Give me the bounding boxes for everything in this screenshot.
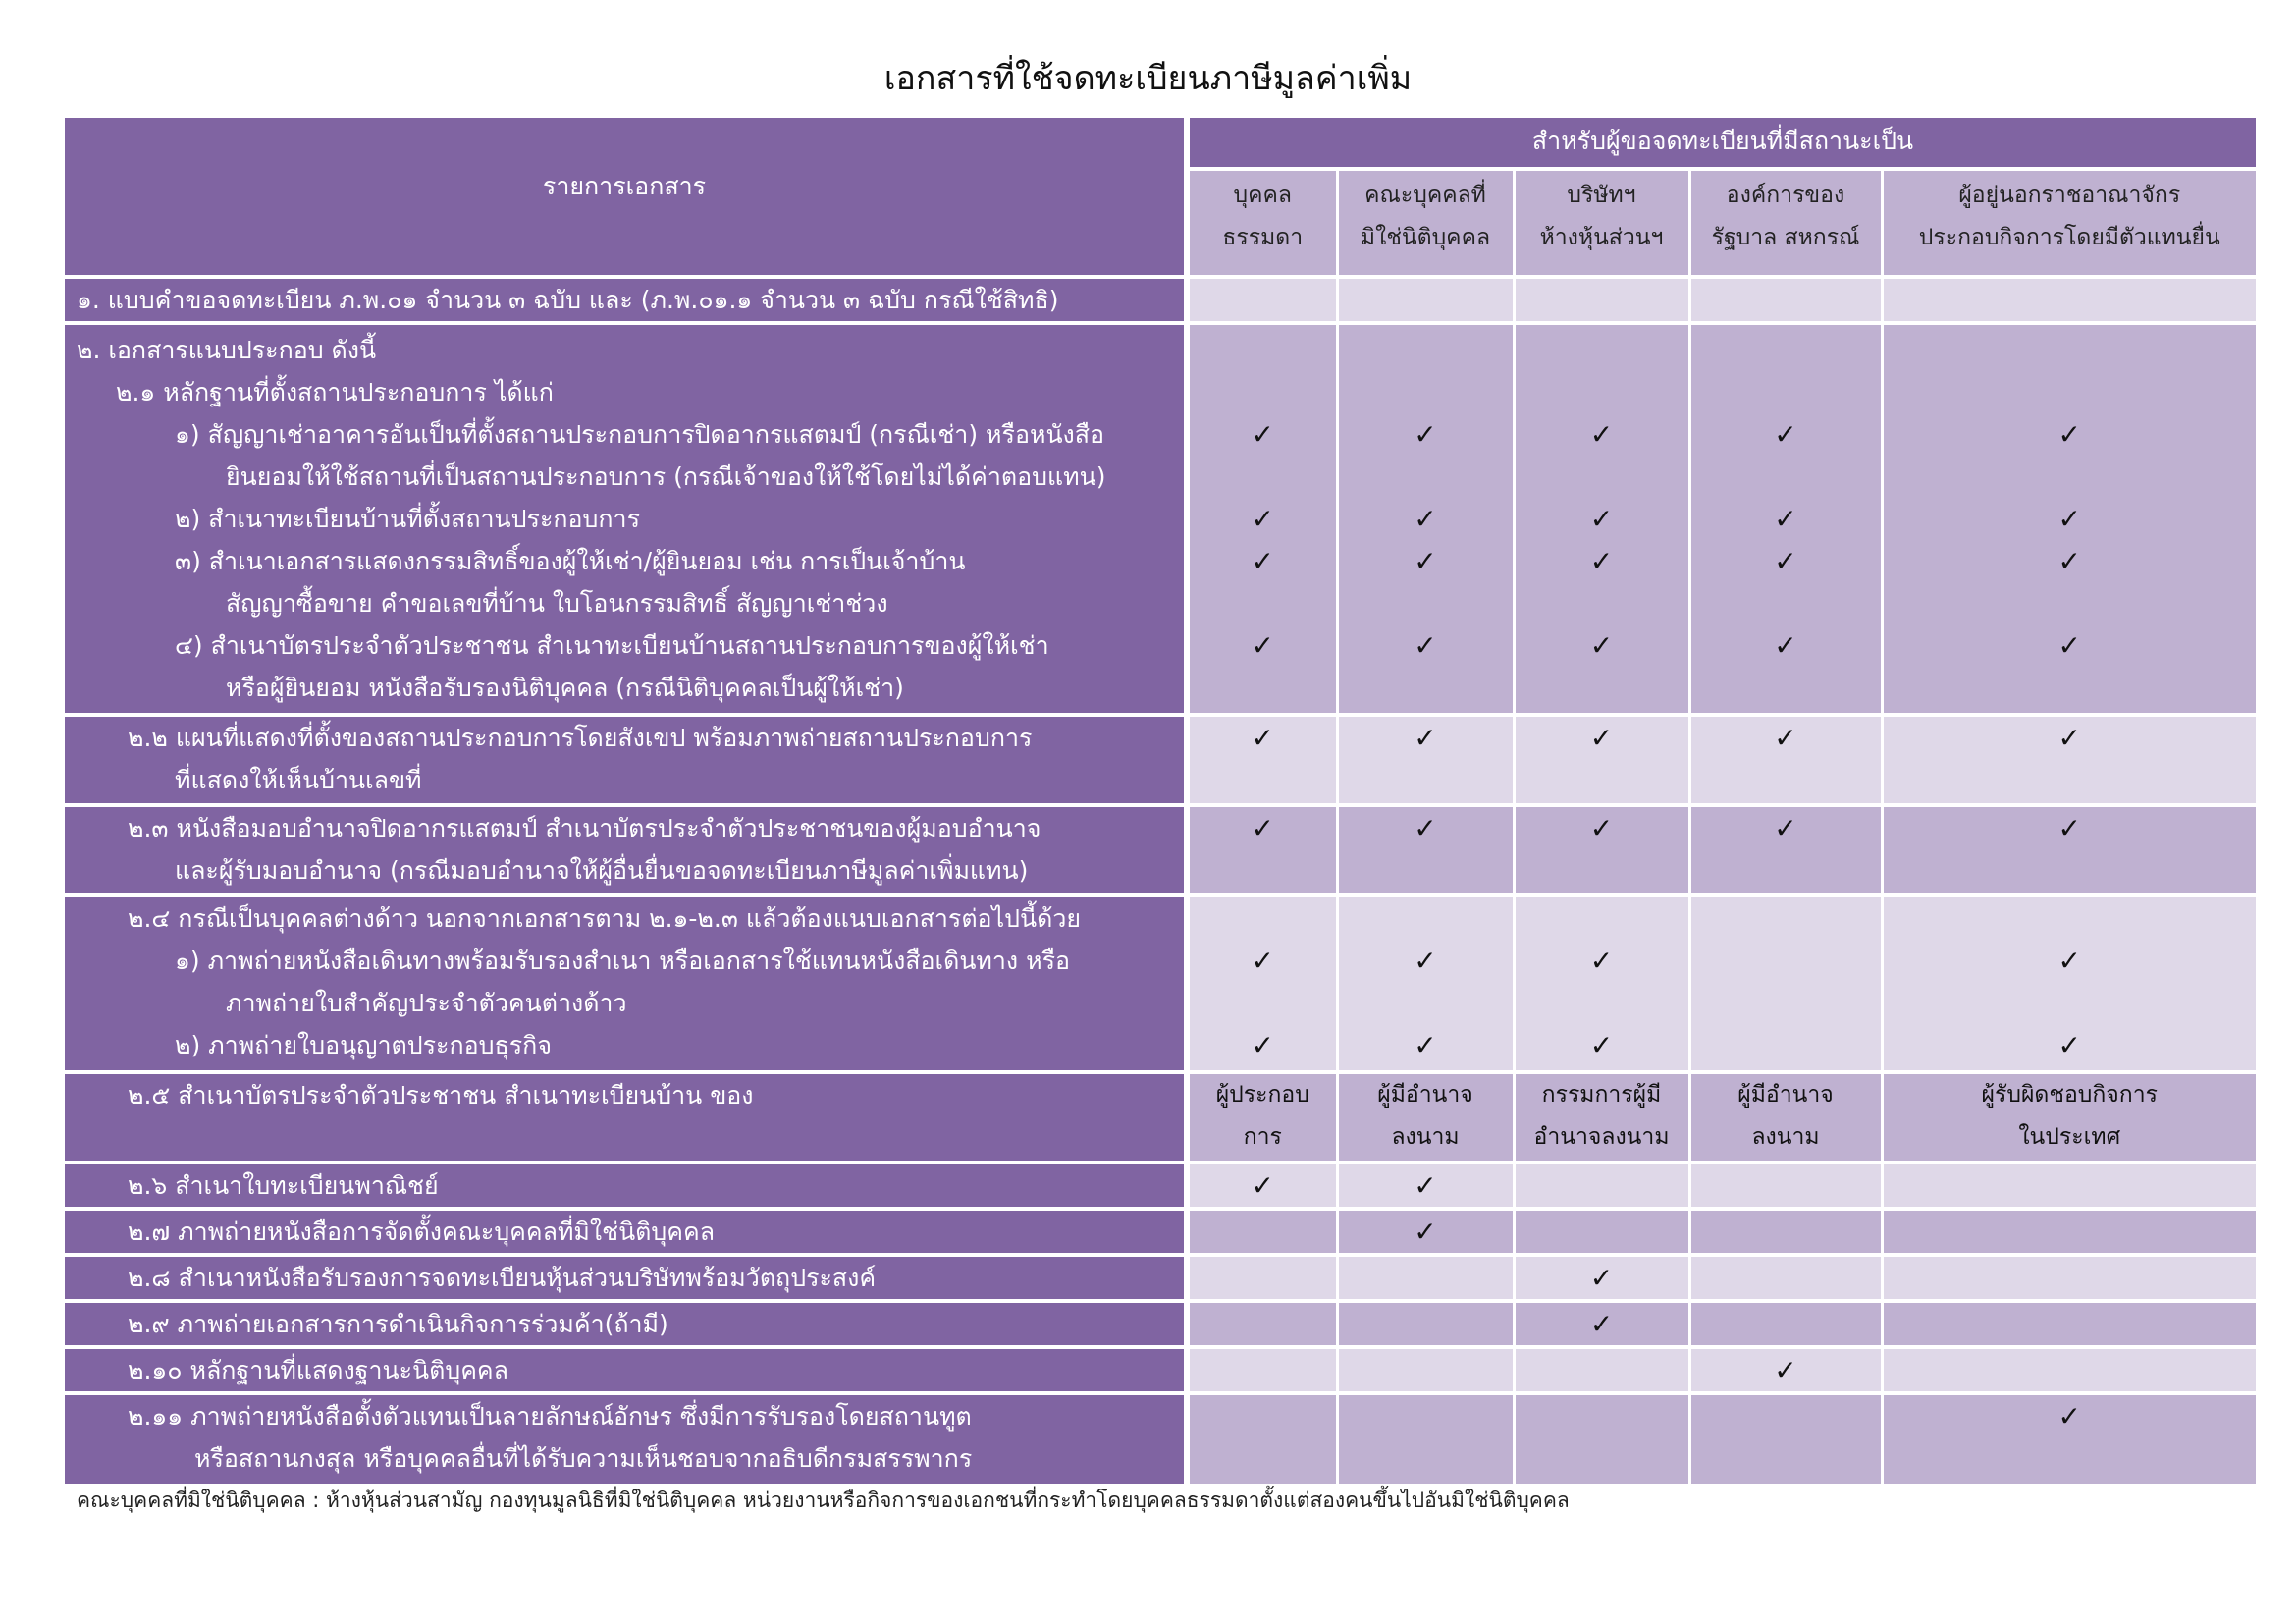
check-mark: ✓ (1414, 503, 1437, 535)
check-mark: ✓ (1589, 1262, 1614, 1294)
check-mark: ✓ (1251, 418, 1274, 451)
check-mark: ✓ (1774, 1354, 1797, 1386)
check-mark: ✓ (1251, 629, 1274, 662)
check-mark: ✓ (1589, 722, 1614, 754)
check-mark: ✓ (1774, 812, 1797, 844)
check-mark: ✓ (1589, 1308, 1614, 1340)
row-label: ๒.๑๐ หลักฐานที่แสดงฐานะนิติบุคคล (65, 1347, 1187, 1393)
check-mark: ✓ (2057, 503, 2081, 535)
row-label: ๑. แบบคำขอจดทะเบียน ภ.พ.๐๑ จำนวน ๓ ฉบับ และ (ภ.พ.๐๑.๑ จำนวน ๓ ฉบับ กรณีใช้สิทธิ) (65, 277, 1187, 323)
check-mark: ✓ (1251, 545, 1274, 577)
table-row (65, 1301, 2256, 1347)
check-mark: ✓ (1414, 418, 1437, 451)
col-header-individual: บุคคล ธรรมดา (1187, 169, 1337, 277)
check-mark: ✓ (1414, 945, 1437, 977)
table-row: ๒.๕ สำเนาบัตรประจำตัวประชาชน สำเนาทะเบียนบ้าน ของ ผู้ประกอบ การ ผู้มีอำนาจ ลงนาม กรรมการผู้มี อำนาจลงนาม ผู้มีอำนาจ ลงนาม ผู้รับผิดชอบกิจการ ในประเทศ (65, 1072, 2256, 1163)
check-mark: ✓ (2057, 418, 2081, 451)
check-mark: ✓ (1251, 722, 1274, 754)
check-mark: ✓ (1589, 945, 1614, 977)
check-mark: ✓ (1251, 503, 1274, 535)
check-mark: ✓ (2057, 1029, 2081, 1061)
check-mark: ✓ (1251, 945, 1274, 977)
check-mark: ✓ (1774, 418, 1797, 451)
table-row (65, 805, 2256, 895)
row-label: ๒. เอกสารแนบประกอบ ดังนี้ ๒.๑ หลักฐานที่ตั้งสถานประกอบการ ได้แก่ ๑) สัญญาเช่าอาคารอันเป็นที่ตั้งสถานประกอบการปิดอากรแสตมป์ (กรณีเช่า) หรือหนังสือ ยินยอมให้ใช้สถานที่เป็นสถานประกอบการ (กรณีเจ้าของให้ใช้โดยไม่ได้ค่าตอบแทน) ๒) สำเนาทะเบียนบ้านที่ตั้งสถานประกอบการ ๓) สำเนาเอกสารแสดงกรรมสิทธิ์ของผู้ให้เช่า/ผู้ยินยอม เช่น การเป็นเจ้าบ้าน สัญญาซื้อขาย คำขอเลขที่บ้าน ใบโอนกรรมสิทธิ์ สัญญาเช่าช่วง ๔) สำเนาบัตรประจำตัวประชาชน สำเนาทะเบียนบ้านสถานประกอบการของผู้ให้เช่า หรือผู้ยินยอม หนังสือรับรองนิติบุคคล (กรณีนิติบุคคลเป็นผู้ให้เช่า) (65, 323, 1187, 715)
check-mark: ✓ (1589, 418, 1614, 451)
check-mark: ✓ (2057, 1400, 2081, 1433)
check-mark: ✓ (1251, 1169, 1274, 1202)
table-row (65, 715, 2256, 805)
row-label: ๒.๔ กรณีเป็นบุคคลต่างด้าว นอกจากเอกสารตาม ๒.๑-๒.๓ แล้วต้องแนบเอกสารต่อไปนี้ด้วย ๑) ภาพถ่ายหนังสือเดินทางพร้อมรับรองสำเนา หรือเอกสารใช้แทนหนังสือเดินทาง หรือ ภาพถ่ายใบสำคัญประจำตัวคนต่างด้าว ๒) ภาพถ่ายใบอนุญาตประกอบธุรกิจ (65, 895, 1187, 1072)
row-label: ๒.๒ แผนที่แสดงที่ตั้งของสถานประกอบการโดยสังเขป พร้อมภาพถ่ายสถานประกอบการ ที่แสดงให้เห็นบ้านเลขที่ (65, 715, 1187, 805)
check-mark: ✓ (2057, 629, 2081, 662)
check-mark: ✓ (2057, 545, 2081, 577)
check-mark: ✓ (1589, 629, 1614, 662)
check-mark: ✓ (1414, 1169, 1437, 1202)
check-mark: ✓ (1774, 629, 1797, 662)
row-label: ๒.๖ สำเนาใบทะเบียนพาณิชย์ (65, 1163, 1187, 1209)
check-mark: ✓ (1589, 1029, 1614, 1061)
check-mark: ✓ (1589, 503, 1614, 535)
check-mark: ✓ (1589, 545, 1614, 577)
table-row (65, 1209, 2256, 1255)
table-row (65, 1393, 2256, 1484)
table-row (65, 277, 2256, 323)
check-mark: ✓ (1414, 545, 1437, 577)
check-mark: ✓ (1414, 629, 1437, 662)
row-label: ๒.๕ สำเนาบัตรประจำตัวประชาชน สำเนาทะเบียนบ้าน ของ (65, 1072, 1187, 1163)
check-mark: ✓ (1414, 812, 1437, 844)
col-header-foreign: ผู้อยู่นอกราชอาณาจักร ประกอบกิจการโดยมีตัวแทนยื่น (1882, 169, 2256, 277)
check-mark: ✓ (1414, 1029, 1437, 1061)
documents-table (65, 118, 2256, 1484)
check-mark: ✓ (2057, 812, 2081, 844)
check-mark: ✓ (1414, 1216, 1437, 1248)
col-header-state-org: องค์การของ รัฐบาล สหกรณ์ (1689, 169, 1882, 277)
col-header-non-juristic-group: คณะบุคคลที่ มิใช่นิติบุคคล (1337, 169, 1514, 277)
check-mark: ✓ (1251, 812, 1274, 844)
row-label: ๒.๙ ภาพถ่ายเอกสารการดำเนินกิจการร่วมค้า(ถ้ามี) (65, 1301, 1187, 1347)
col-header-company: บริษัทฯ ห้างหุ้นส่วนฯ (1514, 169, 1689, 277)
check-mark: ✓ (1589, 812, 1614, 844)
table-row (65, 1255, 2256, 1301)
status-group-header: สำหรับผู้ขอจดทะเบียนที่มีสถานะเป็น (1531, 127, 1914, 155)
check-mark: ✓ (1774, 545, 1797, 577)
check-mark: ✓ (2057, 722, 2081, 754)
row-label: ๒.๑๑ ภาพถ่ายหนังสือตั้งตัวแทนเป็นลายลักษณ์อักษร ซึ่งมีการรับรองโดยสถานทูต หรือสถานกงสุล หรือบุคคลอื่นที่ได้รับความเห็นชอบจากอธิบดีกรมสรรพากร (65, 1393, 1187, 1484)
check-mark: ✓ (1251, 1029, 1274, 1061)
check-mark: ✓ (1774, 503, 1797, 535)
table-row (65, 895, 2256, 1072)
row-label: ๒.๓ หนังสือมอบอำนาจปิดอากรแสตมป์ สำเนาบัตรประจำตัวประชาชนของผู้มอบอำนาจ และผู้รับมอบอำนาจ (กรณีมอบอำนาจให้ผู้อื่นยื่นขอจดทะเบียนภาษีมูลค่าเพิ่มแทน) (65, 805, 1187, 895)
row-label: ๒.๘ สำเนาหนังสือรับรองการจดทะเบียนหุ้นส่วนบริษัทพร้อมวัตถุประสงค์ (65, 1255, 1187, 1301)
footnote: คณะบุคคลที่มิใช่นิติบุคคล : ห้างหุ้นส่วนสามัญ กองทุนมูลนิธิที่มิใช่นิติบุคคล หน่วยงานหรือกิจการของเอกชนที่กระทำโดยบุคคลธรรมดาตั้งแต่สองคนขึ้นไปอันมิใช่นิติบุคคล (77, 1489, 1570, 1512)
table-row (65, 1347, 2256, 1393)
page-title: เอกสารที่ใช้จดทะเบียนภาษีมูลค่าเพิ่ม (883, 59, 1413, 98)
check-mark: ✓ (1414, 722, 1437, 754)
table-row (65, 323, 2256, 715)
doc-list-header: รายการเอกสาร (542, 172, 707, 200)
check-mark: ✓ (1774, 722, 1797, 754)
check-mark: ✓ (2057, 945, 2081, 977)
row-label: ๒.๗ ภาพถ่ายหนังสือการจัดตั้งคณะบุคคลที่มิใช่นิติบุคคล (65, 1209, 1187, 1255)
table-row (65, 1163, 2256, 1209)
